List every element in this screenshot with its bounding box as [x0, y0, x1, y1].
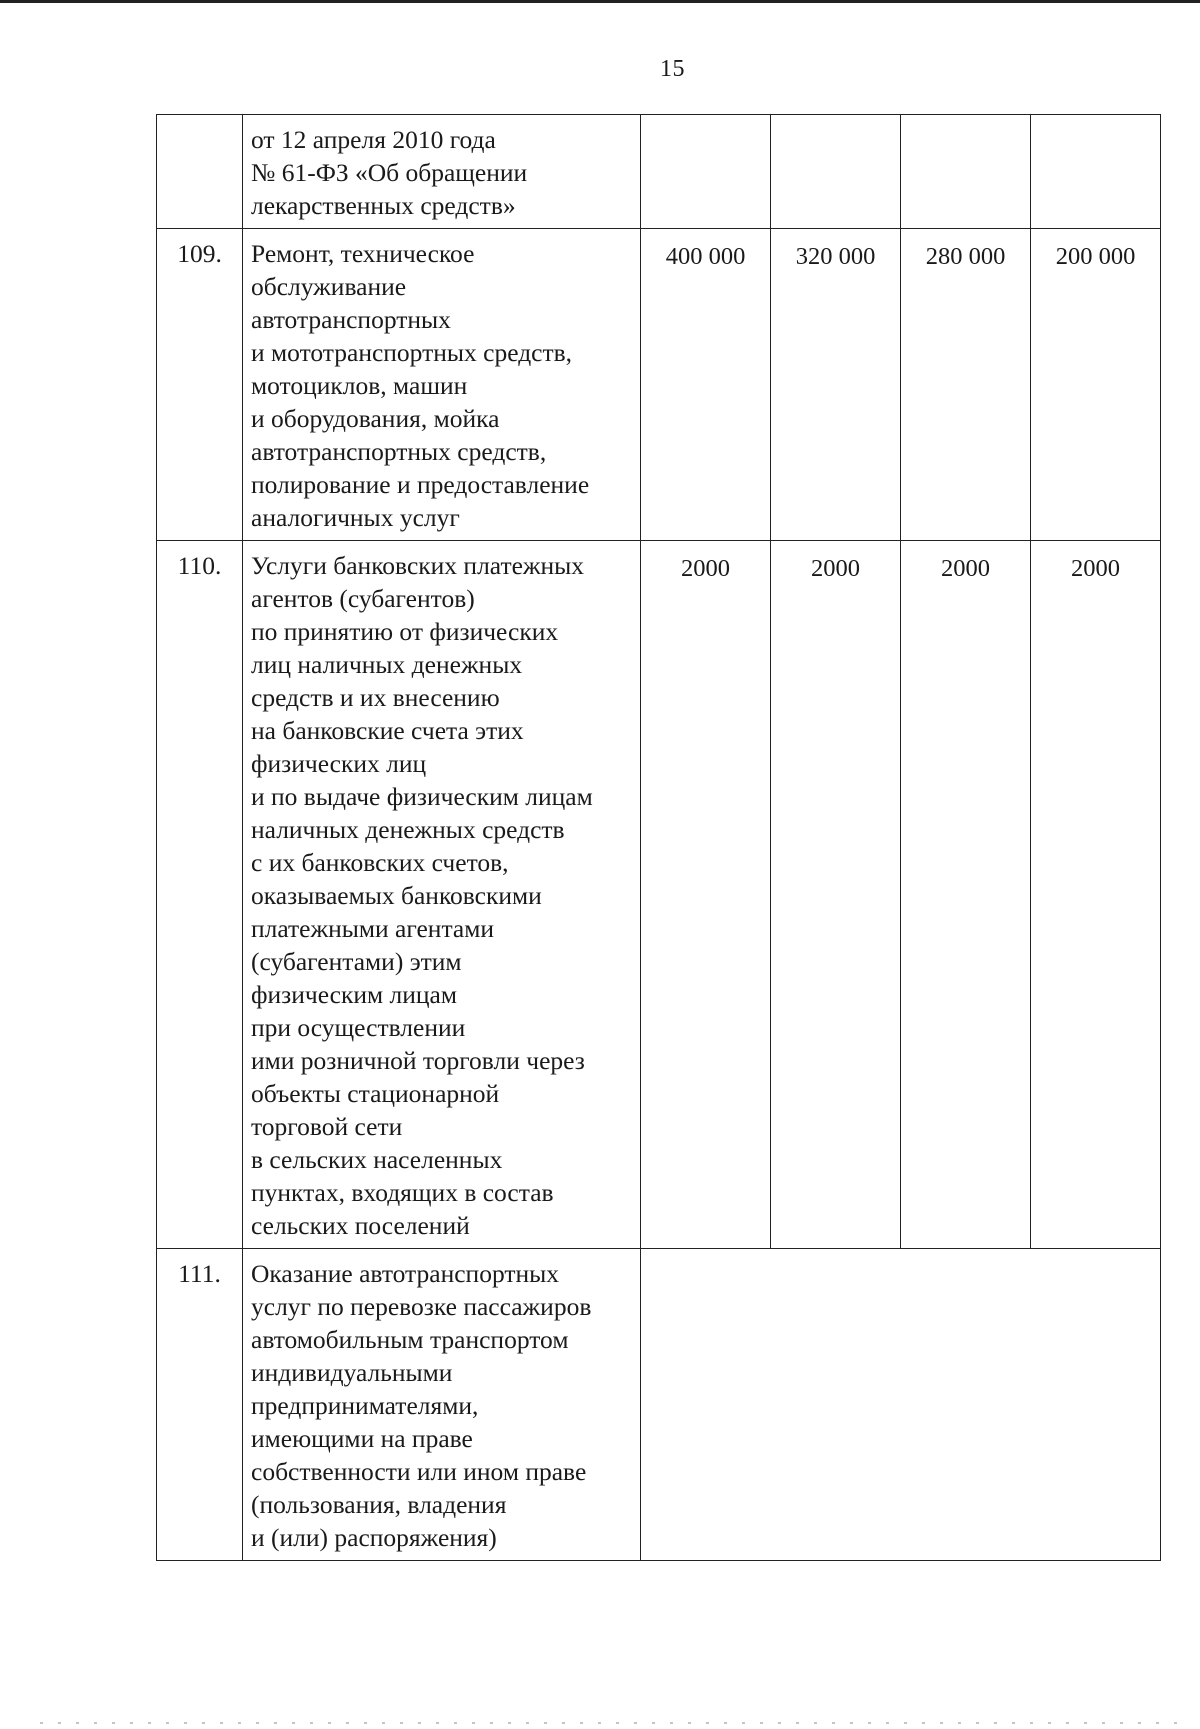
data-table — [156, 114, 1161, 1561]
value-cell: 400 000 — [641, 229, 771, 541]
page-number: 15 — [660, 56, 685, 82]
value-cell — [1031, 115, 1161, 229]
row-number: 109. — [157, 229, 243, 541]
merged-value-cell — [641, 1249, 1161, 1561]
row-number — [157, 115, 243, 229]
value-cell — [771, 115, 901, 229]
table-row — [157, 115, 1161, 229]
value-cell — [641, 115, 771, 229]
scan-artifact-line — [40, 1722, 1180, 1724]
activity-description: от 12 апреля 2010 года № 61-ФЗ «Об обращении лекарственных средств» — [243, 115, 641, 229]
table-row — [157, 541, 1161, 1249]
page-top-rule — [0, 0, 1200, 3]
value-cell: 280 000 — [901, 229, 1031, 541]
value-cell — [901, 115, 1031, 229]
value-cell: 2000 — [1031, 541, 1161, 1249]
value-cell: 200 000 — [1031, 229, 1161, 541]
value-cell: 2000 — [901, 541, 1031, 1249]
activity-description: Оказание автотранспортных услуг по перевозке пассажиров автомобильным транспортом индивидуальными предпринимателями, имеющими на праве собственности или ином праве (пользования, владения и (или) распоряжения) — [243, 1249, 641, 1561]
value-cell: 2000 — [641, 541, 771, 1249]
table-row — [157, 229, 1161, 541]
activity-description: Услуги банковских платежных агентов (субагентов) по принятию от физических лиц наличных денежных средств и их внесению на банковские счета этих физических лиц и по выдаче физическим лицам наличных денежных средств с их банковских счетов, оказываемых банковскими платежными агентами (субагентами) этим физическим лицам при осуществлении ими розничной торговли через объекты стационарной торговой сети в сельских населенных пунктах, входящих в состав сельских поселений — [243, 541, 641, 1249]
row-number: 111. — [157, 1249, 243, 1561]
value-cell: 2000 — [771, 541, 901, 1249]
row-number: 110. — [157, 541, 243, 1249]
value-cell: 320 000 — [771, 229, 901, 541]
table-row — [157, 1249, 1161, 1561]
activity-description: Ремонт, техническое обслуживание автотранспортных и мототранспортных средств, мотоциклов, машин и оборудования, мойка автотранспортных средств, полирование и предоставление аналогичных услуг — [243, 229, 641, 541]
